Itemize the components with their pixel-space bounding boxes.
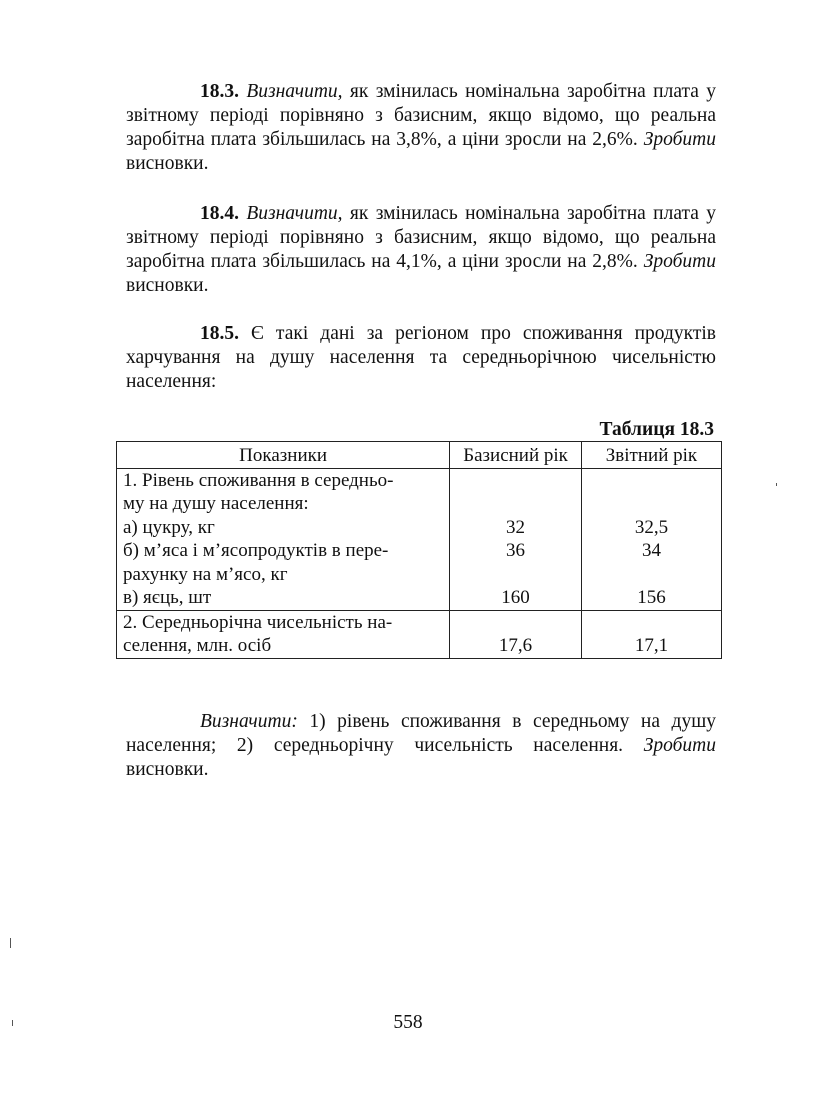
data-table: [116, 441, 722, 659]
value-cell: [588, 563, 715, 587]
problem-text: як змінилась номінальна заробітна плата у звітному періоді порівняно з базисним, якщо відомо, що реальна заробітна плата збільшилась на 3,8%, а ціни зросли на 2,6%.: [126, 81, 716, 150]
problem-verb: Визначити,: [246, 203, 343, 224]
value-cell: 17,1: [634, 635, 669, 656]
task-verb: Визначити:: [200, 711, 298, 732]
problem-18-5: [126, 322, 716, 394]
label-line: 1. Рівень споживання в середньо-: [123, 469, 394, 491]
scan-speck: [776, 483, 777, 486]
base-year-values: [450, 468, 582, 610]
problem-number: 18.4.: [200, 203, 239, 224]
value-cell: [588, 492, 715, 516]
label-line: 2. Середньорічна чисельність на-: [123, 611, 393, 633]
header-report-year: Звітний рік: [581, 442, 721, 469]
header-indicators: Показники: [117, 442, 450, 469]
label-line: в) яєць, шт: [123, 587, 212, 608]
task-closing-text: висновки.: [126, 759, 209, 780]
label-line: му на душу населення:: [123, 493, 309, 514]
table-header-row: [117, 442, 722, 469]
problem-verb: Визначити,: [246, 81, 343, 102]
value-cell: 17,6: [498, 635, 533, 656]
problem-number: 18.3.: [200, 81, 239, 102]
problem-18-3: [126, 80, 716, 176]
page-number: 558: [393, 1012, 423, 1033]
value-cell: 32,5: [634, 516, 669, 538]
problem-closing-verb: Зробити: [643, 251, 716, 272]
scan-speck: [10, 938, 11, 948]
problem-text: Є такі дані за регіоном про споживання продуктів харчування на душу населення та середньорічною чисельністю населення:: [126, 323, 716, 392]
row-label-consumption: [117, 468, 450, 610]
value-cell: [456, 469, 575, 493]
task-instructions: [126, 710, 716, 782]
problem-number: 18.5.: [200, 323, 239, 344]
value-cell: 36: [506, 540, 526, 561]
problem-text: як змінилась номінальна заробітна плата у звітному періоді порівняно з базисним, якщо відомо, що реальна заробітна плата збільшилась на 4,1%, а ціни зросли на 2,8%.: [126, 203, 716, 272]
table-row: [117, 468, 722, 610]
table-caption: Таблиця 18.3: [599, 419, 714, 440]
scan-speck: [12, 1020, 13, 1026]
header-base-year: Базисний рік: [450, 442, 582, 469]
row-label-population: [117, 610, 450, 658]
value-cell: [456, 563, 575, 587]
problem-closing-text: висновки.: [126, 275, 209, 296]
base-year-values: [450, 610, 582, 658]
value-cell: [456, 611, 575, 635]
value-cell: 34: [641, 540, 661, 561]
label-line: рахунку на м’ясо, кг: [123, 563, 288, 585]
report-year-values: [581, 610, 721, 658]
problem-closing-text: висновки.: [126, 153, 209, 174]
problem-closing-verb: Зробити: [643, 129, 716, 150]
task-text: 1) рівень споживання в середньому на душу населення; 2) середньорічну чисельність населення.: [126, 711, 716, 756]
value-cell: 156: [637, 587, 666, 608]
label-line: а) цукру, кг: [123, 516, 215, 538]
report-year-values: [581, 468, 721, 610]
label-line: селення, млн. осіб: [123, 635, 272, 656]
label-line: б) м’яса і м’ясопродуктів в пере-: [123, 540, 389, 561]
value-cell: 160: [501, 587, 530, 608]
value-cell: [588, 469, 715, 493]
task-closing-verb: Зробити: [643, 735, 716, 756]
value-cell: [456, 492, 575, 516]
table-row: [117, 610, 722, 658]
problem-18-4: [126, 202, 716, 298]
value-cell: [588, 611, 715, 635]
value-cell: 32: [506, 516, 526, 538]
